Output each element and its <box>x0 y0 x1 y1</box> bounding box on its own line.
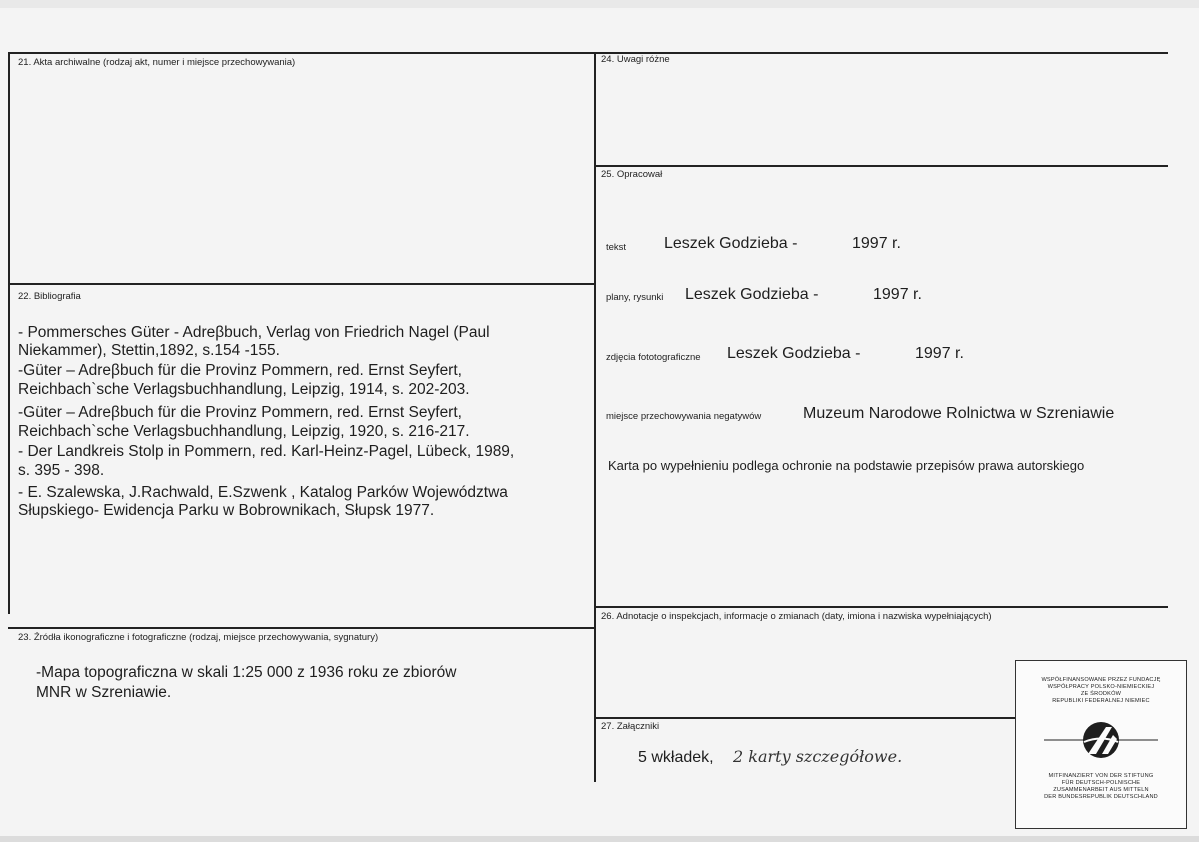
attachments-handwritten: 2 karty szczegółowe. <box>733 747 903 766</box>
attachments-typed: 5 wkładek, <box>638 749 714 766</box>
field-26-label: 26. Adnotacje o inspekcjach, informacje o zmianach (daty, imiona i nazwiska wypełniających) <box>601 611 992 622</box>
bibliography-line: - E. Szalewska, J.Rachwald, E.Szwenk , Katalog Parków Województwa <box>18 484 508 501</box>
credit-kind: tekst <box>606 242 627 253</box>
credit-name: Leszek Godzieba - <box>727 345 861 362</box>
field-23-label: 23. Źródła ikonograficzne i fotograficzne (rodzaj, miejsce przechowywania, sygnatury) <box>18 632 379 643</box>
field-25-26-divider <box>595 606 1168 608</box>
field-22-label: 22. Bibliografia <box>18 291 81 302</box>
field-25-label: 25. Opracował <box>601 169 663 180</box>
top-border-line <box>8 52 1168 54</box>
foundation-logo-icon <box>1044 715 1158 765</box>
credit-kind: plany, rysunki <box>606 292 664 303</box>
foundation-stamp <box>1015 660 1187 829</box>
credit-name: Leszek Godzieba - <box>664 235 798 252</box>
foundation-text-pl <box>1016 677 1186 705</box>
bibliography-line: s. 395 - 398. <box>18 462 105 479</box>
bibliography-line: Reichbach`sche Verlagsbuchhandlung, Leipzig, 1914, s. 202-203. <box>18 381 470 398</box>
copyright-notice: Karta po wypełnieniu podlega ochronie na podstawie przepisów prawa autorskiego <box>608 458 1085 473</box>
bibliography-line: -Güter – Adreβbuch für die Provinz Pommern, red. Ernst Seyfert, <box>18 404 462 421</box>
iconography-line: MNR w Szreniawie. <box>36 684 172 701</box>
scan-bottom-edge <box>0 836 1199 842</box>
bibliography-line: Niekammer), Stettin,1892, s.154 -155. <box>18 342 280 359</box>
credit-year: 1997 r. <box>852 235 901 252</box>
field-26-27-divider <box>595 717 1015 719</box>
credit-year: 1997 r. <box>873 286 922 303</box>
bibliography-line: -Güter – Adreβbuch für die Provinz Pommern, red. Ernst Seyfert, <box>18 362 462 379</box>
scan-top-edge <box>0 0 1199 8</box>
foundation-line: REPUBLIKI FEDERALNEJ NIEMIEC <box>1052 698 1150 704</box>
foundation-line: ZE ŚRODKÓW <box>1080 691 1122 697</box>
iconography-line: -Mapa topograficzna w skali 1:25 000 z 1936 roku ze zbiorów <box>36 664 457 681</box>
foundation-line: FÜR DEUTSCH-POLNISCHE <box>1061 780 1141 786</box>
negatives-storage-value: Muzeum Narodowe Rolnictwa w Szreniawie <box>803 405 1115 422</box>
foundation-line: DER BUNDESREPUBLIK DEUTSCHLAND <box>1044 794 1158 800</box>
foundation-text-de <box>1016 773 1186 801</box>
field-24-25-divider <box>595 165 1168 167</box>
field-21-label: 21. Akta archiwalne (rodzaj akt, numer i miejsce przechowywania) <box>18 57 296 68</box>
field-22-23-divider <box>8 627 595 629</box>
foundation-line: MITFINANZIERT VON DER STIFTUNG <box>1048 773 1154 779</box>
negatives-storage-label: miejsce przechowywania negatywów <box>606 411 762 422</box>
credit-kind: zdjęcia fototograficzne <box>606 352 701 363</box>
field-27-label: 27. Załączniki <box>601 721 660 732</box>
field-21-22-divider <box>8 283 595 285</box>
foundation-line: ZUSAMMENARBEIT AUS MITTELN <box>1053 787 1149 793</box>
credit-name: Leszek Godzieba - <box>685 286 819 303</box>
bibliography-line: - Pommersches Güter - Adreβbuch, Verlag von Friedrich Nagel (Paul <box>18 324 490 341</box>
credit-year: 1997 r. <box>915 345 964 362</box>
left-border-line <box>8 52 10 614</box>
field-24-label: 24. Uwagi różne <box>601 54 670 65</box>
foundation-line: WSPÓŁPRACY POLSKO-NIEMIECKIEJ <box>1047 684 1155 690</box>
bibliography-line: Reichbach`sche Verlagsbuchhandlung, Leipzig, 1920, s. 216-217. <box>18 423 470 440</box>
column-divider-line <box>594 52 596 782</box>
bibliography-line: Słupskiego- Ewidencja Parku w Bobrownikach, Słupsk 1977. <box>18 502 435 519</box>
bibliography-line: - Der Landkreis Stolp in Pommern, red. Karl-Heinz-Pagel, Lübeck, 1989, <box>18 443 515 460</box>
foundation-line: WSPÓŁFINANSOWANE PRZEZ FUNDACJĘ <box>1041 677 1161 683</box>
